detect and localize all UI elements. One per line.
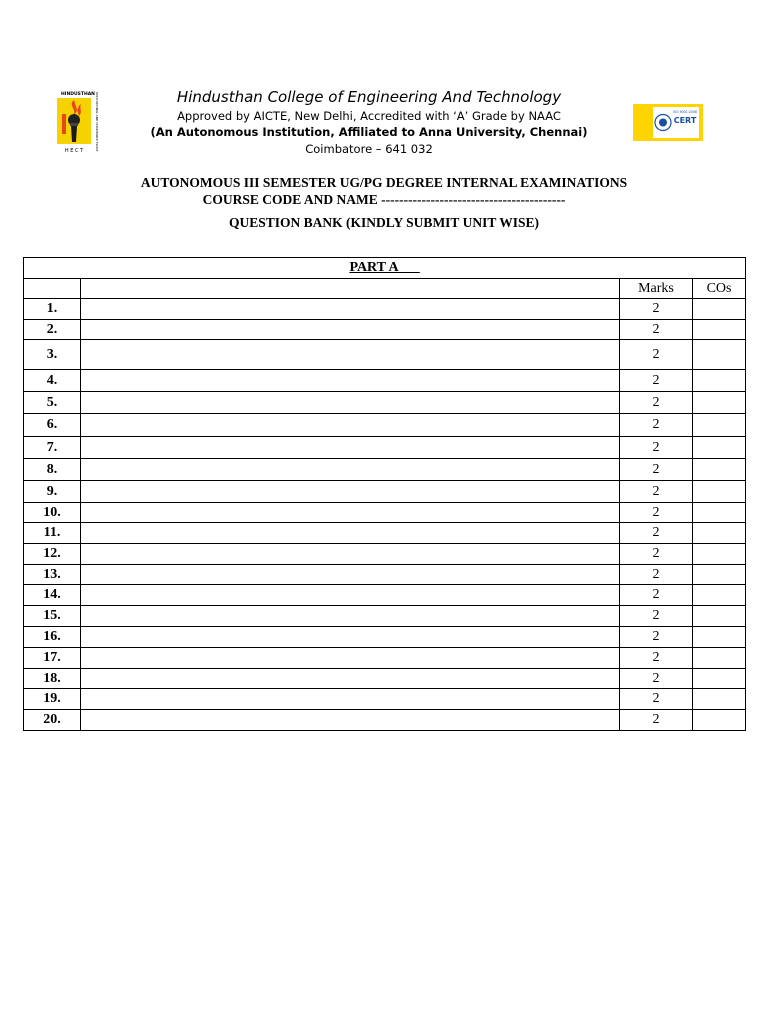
question-row	[24, 669, 746, 689]
question-text-cell	[81, 544, 620, 565]
question-text-cell	[81, 414, 620, 437]
cos-cell	[693, 606, 746, 627]
exam-title: AUTONOMOUS III SEMESTER UG/PG DEGREE INTERNAL EXAMINATIONS	[140, 175, 628, 190]
question-row	[24, 503, 746, 523]
logo-text-top: HINDUSTHAN	[61, 92, 95, 97]
cos-cell	[693, 370, 746, 392]
question-text-cell	[81, 370, 620, 392]
question-number: 11.	[24, 523, 81, 544]
question-row	[24, 627, 746, 648]
question-text-cell	[81, 689, 620, 710]
question-number: 8.	[24, 459, 81, 481]
cos-cell	[693, 392, 746, 414]
marks-cell: 2	[620, 585, 693, 606]
question-number: 16.	[24, 627, 81, 648]
question-number: 2.	[24, 320, 81, 340]
question-text-cell	[81, 459, 620, 481]
question-text-cell	[81, 320, 620, 340]
question-text-cell	[81, 392, 620, 414]
question-bank-line: QUESTION BANK (KINDLY SUBMIT UNIT WISE)	[229, 215, 539, 230]
question-row	[24, 481, 746, 503]
marks-cell: 2	[620, 340, 693, 370]
question-text-cell	[81, 710, 620, 731]
cos-cell	[693, 459, 746, 481]
approval-line: Approved by AICTE, New Delhi, Accredited with ‘A’ Grade by NAAC	[177, 109, 561, 123]
question-text-cell	[81, 627, 620, 648]
marks-cell: 2	[620, 669, 693, 689]
question-table	[23, 257, 746, 731]
autonomy-line: (An Autonomous Institution, Affiliated to Anna University, Chennai)	[150, 125, 588, 139]
question-text-cell	[81, 503, 620, 523]
question-row	[24, 648, 746, 669]
cos-cell	[693, 544, 746, 565]
cos-cell	[693, 669, 746, 689]
question-row	[24, 340, 746, 370]
marks-cell: 2	[620, 627, 693, 648]
question-text-cell	[81, 523, 620, 544]
cos-cell	[693, 503, 746, 523]
college-name: Hindusthan College of Engineering And Technology	[176, 88, 562, 106]
marks-cell: 2	[620, 370, 693, 392]
question-text-cell	[81, 481, 620, 503]
cert-main-text: CERT	[673, 116, 697, 125]
logo-text-side: EDUCATIONAL AND CHARITABLE TRUST	[95, 92, 99, 152]
marks-cell: 2	[620, 565, 693, 585]
cos-cell	[693, 414, 746, 437]
question-number: 14.	[24, 585, 81, 606]
question-text-cell	[81, 437, 620, 459]
question-number: 1.	[24, 299, 81, 320]
cos-cell	[693, 648, 746, 669]
question-number: 9.	[24, 481, 81, 503]
question-row	[24, 437, 746, 459]
question-text-cell	[81, 340, 620, 370]
question-number: 6.	[24, 414, 81, 437]
question-row	[24, 320, 746, 340]
cos-cell	[693, 320, 746, 340]
course-line: COURSE CODE AND NAME -----------------------------------------	[202, 192, 566, 207]
marks-cell: 2	[620, 320, 693, 340]
part-title-row	[24, 258, 746, 279]
marks-cell: 2	[620, 544, 693, 565]
part-title: PART A___	[349, 260, 420, 275]
marks-cell: 2	[620, 459, 693, 481]
marks-cell: 2	[620, 503, 693, 523]
question-text-cell	[81, 585, 620, 606]
question-row	[24, 544, 746, 565]
question-row	[24, 459, 746, 481]
marks-cell: 2	[620, 392, 693, 414]
cos-cell	[693, 481, 746, 503]
location-line: Coimbatore – 641 032	[305, 142, 433, 156]
question-number: 13.	[24, 565, 81, 585]
cos-cell	[693, 340, 746, 370]
part-title-cell	[24, 258, 746, 279]
cos-cell	[693, 437, 746, 459]
question-number: 7.	[24, 437, 81, 459]
question-number: 15.	[24, 606, 81, 627]
marks-cell: 2	[620, 481, 693, 503]
cert-small-text: ISO 9001:2008	[673, 110, 697, 114]
question-row	[24, 392, 746, 414]
question-number: 5.	[24, 392, 81, 414]
marks-cell: 2	[620, 606, 693, 627]
question-row	[24, 565, 746, 585]
column-header-row	[24, 279, 746, 299]
marks-cell: 2	[620, 437, 693, 459]
marks-header: Marks	[620, 279, 693, 299]
marks-cell: 2	[620, 299, 693, 320]
question-row	[24, 585, 746, 606]
question-row	[24, 710, 746, 731]
cos-cell	[693, 689, 746, 710]
question-row	[24, 414, 746, 437]
question-number: 17.	[24, 648, 81, 669]
marks-cell: 2	[620, 710, 693, 731]
question-text-cell	[81, 565, 620, 585]
question-row	[24, 523, 746, 544]
cos-cell	[693, 523, 746, 544]
question-text-cell	[81, 648, 620, 669]
question-row	[24, 689, 746, 710]
cos-cell	[693, 627, 746, 648]
question-number: 12.	[24, 544, 81, 565]
question-number: 19.	[24, 689, 81, 710]
question-number: 20.	[24, 710, 81, 731]
cos-cell	[693, 299, 746, 320]
question-row	[24, 606, 746, 627]
marks-cell: 2	[620, 648, 693, 669]
cos-cell	[693, 585, 746, 606]
question-number: 3.	[24, 340, 81, 370]
cos-cell	[693, 565, 746, 585]
marks-cell: 2	[620, 414, 693, 437]
question-text-cell	[81, 606, 620, 627]
logo-text-bottom: H E C T	[64, 148, 84, 154]
question-number: 10.	[24, 503, 81, 523]
question-text-cell	[81, 299, 620, 320]
question-number: 4.	[24, 370, 81, 392]
cos-cell	[693, 710, 746, 731]
question-text-cell	[81, 669, 620, 689]
marks-cell: 2	[620, 523, 693, 544]
question-number: 18.	[24, 669, 81, 689]
number-header-cell	[24, 279, 81, 299]
question-header-cell	[81, 279, 620, 299]
marks-cell: 2	[620, 689, 693, 710]
question-row	[24, 299, 746, 320]
question-row	[24, 370, 746, 392]
cos-header: COs	[693, 279, 746, 299]
